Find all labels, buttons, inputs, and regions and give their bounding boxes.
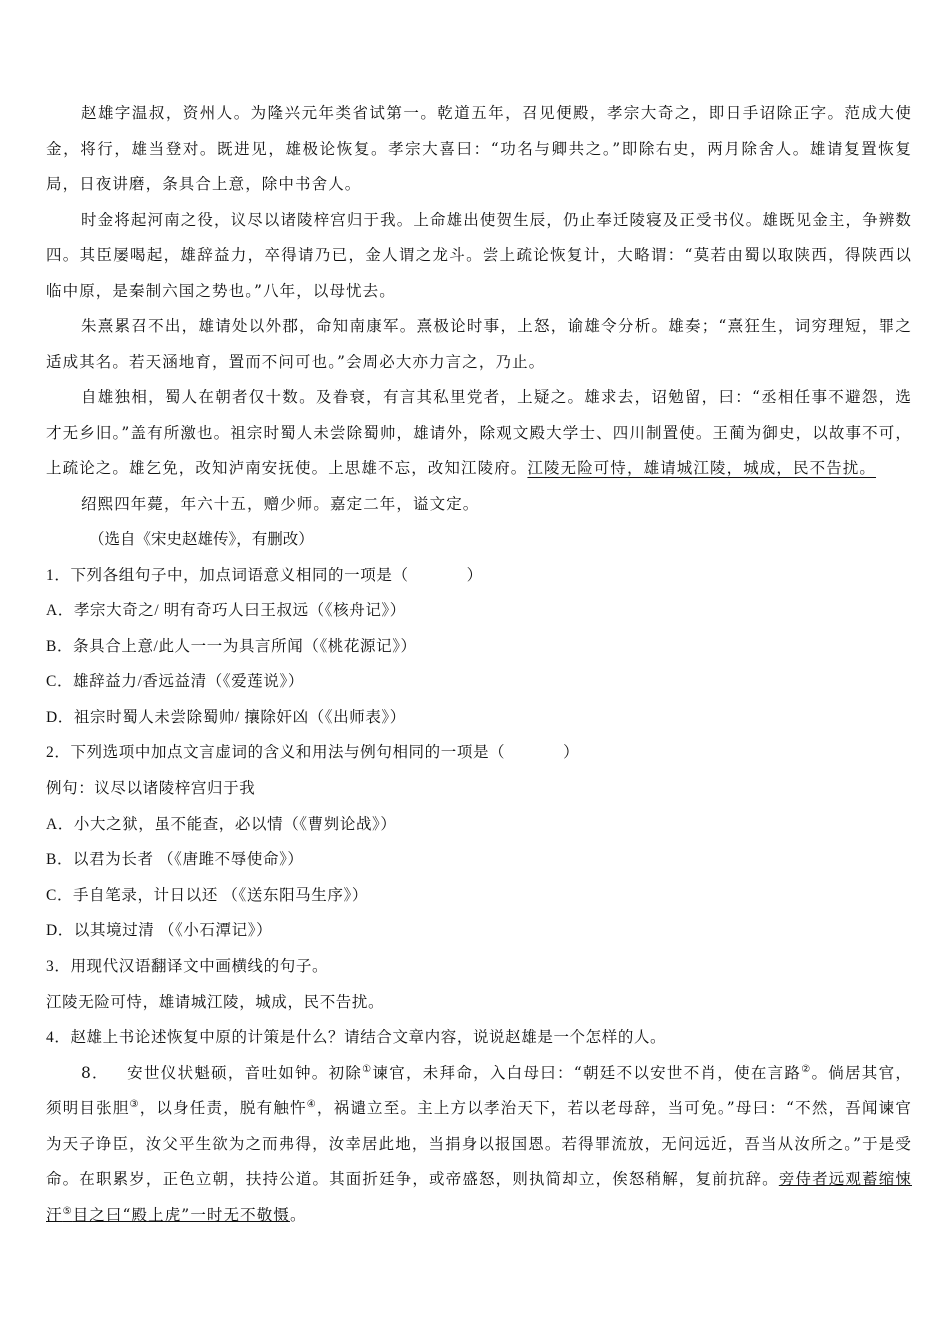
- passage-paragraph-1: 赵雄字温叔，资州人。为隆兴元年类省试第一。乾道五年，召见便殿，孝宗大奇之，即日手诏除正字。范成大使金，将行，雄当登对。既进见，雄极论恢复。孝宗大喜曰：“功名与卿共之。”即除右史，两月除舍人。雄请复置恢复局，日夜讲磨，条具合上意，除中书舍人。: [46, 104, 912, 193]
- passage-paragraph-2: 时金将起河南之役，议尽以诸陵梓宫归于我。上命雄出使贺生辰，仍止奉迁陵寝及正受书仪。雄既见金主，争辨数四。其臣屡喝起，雄辞益力，卒得请乃已，金人谓之龙斗。尝上疏论恢复计，大略谓：“莫若由蜀以取陕西，得陕西以临中原，是秦制六国之势也。”八年，以母忧去。: [46, 210, 912, 300]
- footnote-marker: ②: [801, 1063, 812, 1075]
- question-1-option-c: C．雄辞益力/香远益清（《爱莲说》）: [46, 673, 304, 691]
- source-note: （选自《宋史赵雄传》，有删改）: [89, 530, 314, 548]
- question-1-option-a: A．孝宗大奇之/ 明有奇巧人曰王叔远（《核舟记》）: [46, 602, 406, 620]
- question-1-option-d: D．祖宗时蜀人未尝除蜀帅/ 攘除奸凶（《出师表》）: [46, 708, 406, 726]
- question-4-stem: 4．赵雄上书论述恢复中原的计策是什么？请结合文章内容，说说赵雄是一个怎样的人。: [46, 1029, 667, 1047]
- question-2-option-b: B．以君为长者 （《唐雎不辱使命》）: [46, 851, 304, 869]
- question-3-sentence: 江陵无险可恃，雄请城江陵，城成，民不告扰。: [46, 993, 385, 1011]
- passage-8-text: 。: [289, 1205, 307, 1224]
- question-1-option-b: B．条具合上意/此人一一为具言所闻（《桃花源记》）: [46, 637, 417, 655]
- question-1-text: 1．下列各组句子中，加点词语意义相同的一项是（: [46, 566, 409, 584]
- passage-8-number: 8．: [81, 1063, 109, 1082]
- question-1-stem: [46, 558, 912, 594]
- underlined-text: 旁侍者远观蓄缩悚汗: [46, 1170, 912, 1224]
- paren-close: ）: [466, 566, 483, 584]
- underlined-sentence: 江陵无险可恃，雄请城江陵，城成，民不告扰。: [527, 459, 877, 477]
- passage-paragraph-4: [46, 380, 912, 487]
- passage-8-paragraph: [46, 1056, 912, 1234]
- passage-8-text: 。倘居其官，须明目张胆: [46, 1063, 912, 1118]
- footnote-marker: ④: [306, 1099, 317, 1111]
- paren-close: ）: [563, 744, 580, 762]
- footnote-marker: ⑤: [62, 1205, 73, 1217]
- passage-paragraph-5: 绍熙四年薨，年六十五，赠少师。嘉定二年，谥文定。: [81, 494, 480, 513]
- passage-8-text: 谏官，未拜命，入白母曰：“朝廷不以安世不肖，使在言路: [372, 1063, 802, 1082]
- passage-8-text: ，以身任责，脱有触忤: [139, 1099, 307, 1118]
- question-2-text: 2．下列选项中加点文言虚词的含义和用法与例句相同的一项是（: [46, 744, 506, 762]
- underlined-text: 目之曰“殿上虎”一时无不敬慑: [72, 1205, 290, 1224]
- question-2-option-c: C．手自笔录，计日以还 （《送东阳马生序》）: [46, 886, 368, 904]
- passage-8-text: ，祸谴立至。主上方以孝治天下，若以老母辞，当可免。”母曰：“不然，吾闻谏官为天子诤臣，汝父平生欲为之而弗得，汝幸居此地，当捐身以报国恩。若得罪流放，无问远近，吾当从汝所之。”于是受命。在职累岁，正色立朝，扶持公道。其面折廷争，或帝盛怒，则执简却立，俟怒稍解，复前抗辞。: [46, 1099, 912, 1189]
- question-3-stem: 3．用现代汉语翻译文中画横线的句子。: [46, 958, 329, 976]
- document-body: [46, 96, 912, 1233]
- question-2-example: 例句：议尽以诸陵梓宫归于我: [46, 780, 256, 798]
- question-2-option-d: D．以其境过清 （《小石潭记》）: [46, 922, 273, 940]
- question-2-option-a: A．小大之狱，虽不能查，必以情（《曹刿论战》）: [46, 815, 397, 833]
- passage-paragraph-3: 朱熹累召不出，雄请处以外郡，命知南康军。熹极论时事，上怒，谕雄令分析。雄奏；“熹狂生，词穷理短，罪之适成其名。若天涵地育，置而不问可也。”会周必大亦力言之，乃止。: [46, 317, 912, 371]
- paragraph-4-text: 自雄独相，蜀人在朝者仅十数。及眷衰，有言其私里党者，上疑之。雄求去，诏勉留，曰：“丞相任事不避怨，选才无乡旧。”盖有所激也。祖宗时蜀人未尝除蜀帅，雄请外，除观文殿大学士、四川制置使。王蔺为御史，以故事不可，上疏论之。雄乞免，改知泸南安抚使。上思雄不忘，改知江陵府。: [46, 388, 912, 477]
- footnote-marker: ①: [362, 1063, 373, 1075]
- footnote-marker: ③: [129, 1099, 140, 1111]
- passage-8-text: 安世仪状魁硕，音吐如钟。初除: [127, 1063, 363, 1082]
- question-2-stem: [46, 735, 912, 771]
